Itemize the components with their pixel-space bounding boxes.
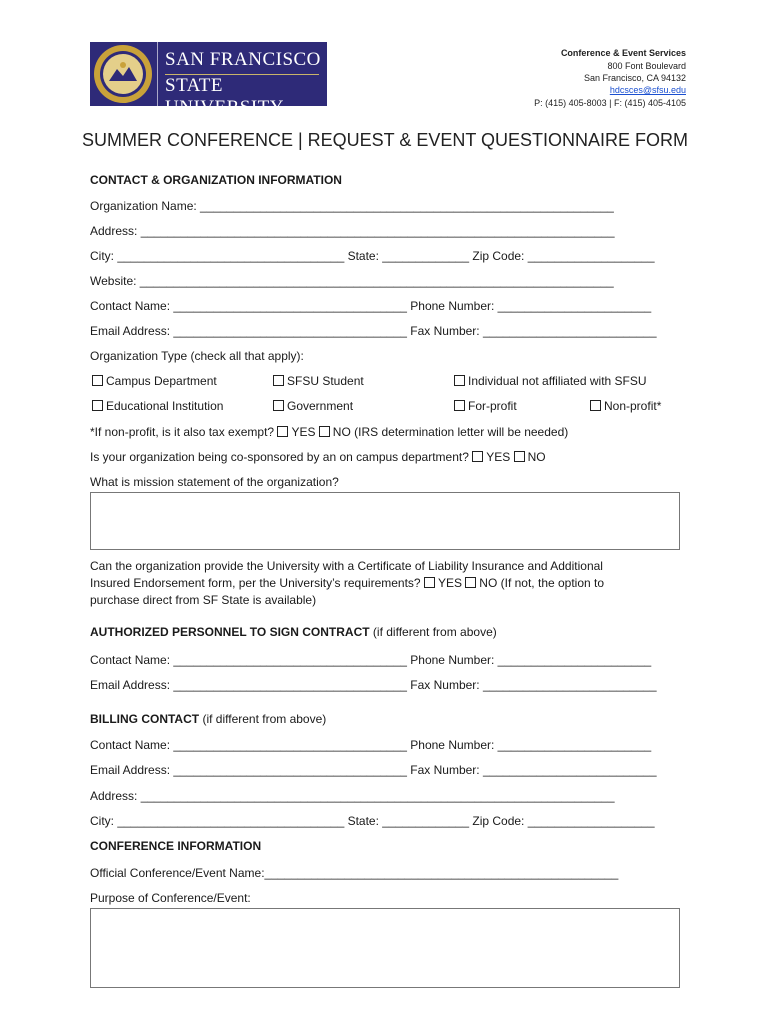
authorized-email-fax-field[interactable]: Email Address: ___________________________________ Fax Number: __________________________ (90, 678, 657, 692)
website-field[interactable]: Website: _______________________________________________________________________ (90, 274, 614, 288)
checkbox-icon[interactable] (92, 400, 103, 411)
purpose-textarea[interactable] (90, 908, 680, 988)
insurance-no-checkbox[interactable] (465, 577, 476, 588)
mission-statement-label: What is mission statement of the organization? (90, 475, 339, 489)
email-link[interactable]: hdcsces@sfsu.edu (609, 85, 686, 95)
cosponsor-no-checkbox[interactable] (514, 451, 525, 462)
checkbox-campus-department[interactable]: Campus Department (92, 374, 217, 388)
checkbox-for-profit[interactable]: For-profit (454, 399, 517, 413)
office-street: 800 Font Boulevard (607, 61, 686, 71)
mission-statement-textarea[interactable] (90, 492, 680, 550)
tax-exempt-yes-checkbox[interactable] (277, 426, 288, 437)
insurance-question-line-2: Insured Endorsement form, per the University’s requirements? YES NO (If not, the option to (90, 576, 605, 590)
checkbox-non-profit[interactable]: Non-profit* (590, 399, 661, 413)
office-email[interactable] (610, 84, 686, 96)
checkbox-educational-institution[interactable]: Educational Institution (92, 399, 223, 413)
official-event-name-field[interactable]: Official Conference/Event Name:_____________________________________________________ (90, 866, 619, 880)
billing-email-fax-field[interactable]: Email Address: ___________________________________ Fax Number: __________________________ (90, 763, 657, 777)
logo-line-2: STATE UNIVERSITY (165, 75, 284, 118)
office-city: San Francisco, CA 94132 (583, 73, 686, 83)
insurance-question-line-3: purchase direct from SF State is available) (90, 593, 317, 607)
organization-name-field[interactable]: Organization Name: ______________________________________________________________ (90, 199, 614, 213)
conference-section-heading: CONFERENCE INFORMATION (90, 839, 262, 853)
logo-line-1: SAN FRANCISCO (165, 49, 321, 70)
logo-divider (157, 42, 158, 106)
checkbox-icon[interactable] (273, 400, 284, 411)
university-logo (90, 42, 327, 118)
contact-section-heading: CONTACT & ORGANIZATION INFORMATION (90, 173, 342, 187)
email-fax-field[interactable]: Email Address: ___________________________________ Fax Number: __________________________ (90, 324, 657, 338)
contact-name-phone-field[interactable]: Contact Name: ___________________________________ Phone Number: _______________________ (90, 299, 652, 313)
checkbox-sfsu-student[interactable]: SFSU Student (273, 374, 364, 388)
cosponsor-question: Is your organization being co-sponsored by an on campus department? YES NO (90, 450, 546, 464)
purpose-label: Purpose of Conference/Event: (90, 891, 251, 905)
billing-address-field[interactable]: Address: _______________________________________________________________________ (90, 789, 615, 803)
organization-type-label: Organization Type (check all that apply): (90, 349, 304, 363)
form-title: SUMMER CONFERENCE | REQUEST & EVENT QUESTIONNAIRE FORM (81, 130, 689, 150)
billing-contact-phone-field[interactable]: Contact Name: ___________________________________ Phone Number: _______________________ (90, 738, 652, 752)
office-phones: P: (415) 405-8003 | F: (415) 405-4105 (534, 98, 686, 108)
authorized-section-heading: AUTHORIZED PERSONNEL TO SIGN CONTRACT (if different from above) (90, 625, 497, 639)
checkbox-icon[interactable] (590, 400, 601, 411)
university-seal-icon (92, 43, 154, 105)
checkbox-icon[interactable] (454, 400, 465, 411)
address-field[interactable]: Address: _______________________________________________________________________ (90, 224, 615, 238)
office-name: Conference & Event Services (560, 48, 686, 58)
insurance-yes-checkbox[interactable] (424, 577, 435, 588)
cosponsor-yes-checkbox[interactable] (472, 451, 483, 462)
authorized-contact-phone-field[interactable]: Contact Name: ___________________________________ Phone Number: _______________________ (90, 653, 652, 667)
checkbox-government[interactable]: Government (273, 399, 353, 413)
checkbox-icon[interactable] (92, 375, 103, 386)
checkbox-icon[interactable] (454, 375, 465, 386)
billing-city-state-zip-field[interactable]: City: __________________________________ State: _____________ Zip Code: ___________________ (90, 814, 655, 828)
insurance-question-line-1: Can the organization provide the University with a Certificate of Liability Insurance and Additional (90, 559, 603, 573)
billing-section-heading: BILLING CONTACT (if different from above) (90, 712, 327, 726)
checkbox-individual[interactable]: Individual not affiliated with SFSU (454, 374, 647, 388)
checkbox-icon[interactable] (273, 375, 284, 386)
city-state-zip-field[interactable]: City: __________________________________ State: _____________ Zip Code: ___________________ (90, 249, 655, 263)
tax-exempt-no-checkbox[interactable] (319, 426, 330, 437)
tax-exempt-question: *If non-profit, is it also tax exempt? YES NO (IRS determination letter will be needed) (90, 425, 569, 439)
